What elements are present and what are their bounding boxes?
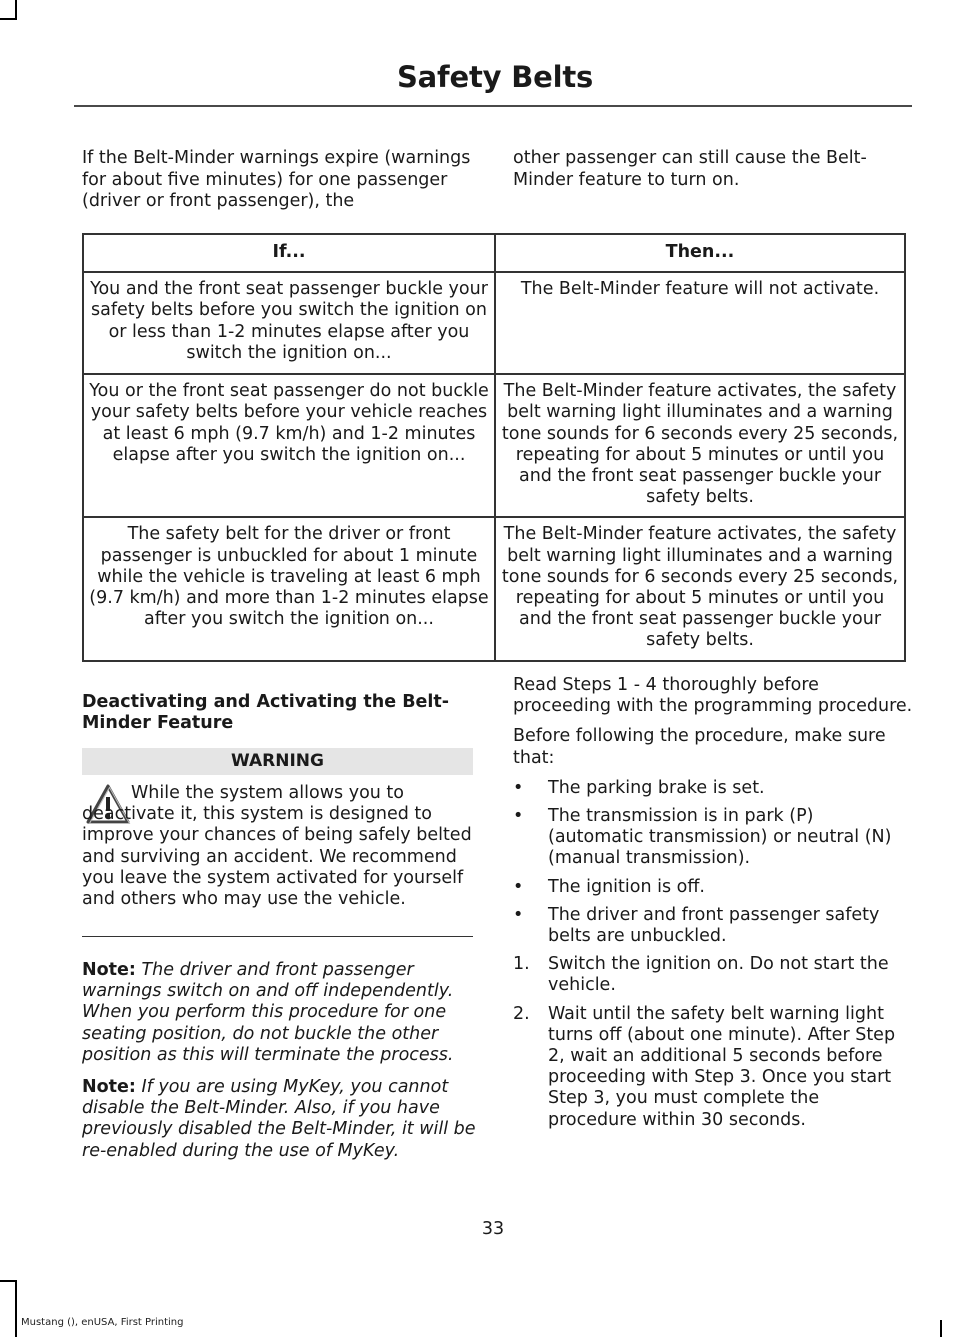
intro-text-right: other passenger can still cause the Belt-Minder feature to turn on. — [513, 148, 867, 190]
crop-mark — [0, 1280, 17, 1282]
list-item-text: The parking brake is set. — [548, 777, 765, 798]
table-cell-if: You and the front seat passenger buckle your safety belts before you switch the ignition on or less than 1-2 minutes elapse after you switch the ignition on... — [83, 272, 495, 374]
step-item — [513, 1004, 913, 1131]
section-heading: Deactivating and Activating the Belt-Minder Feature — [82, 692, 450, 733]
warning-label: WARNING — [82, 748, 473, 775]
table-row — [83, 272, 905, 374]
note-text: The driver and front passenger warnings switch on and off independently. When you perform this procedure for one seating position, do not buckle the other position as this will terminate the process. — [82, 960, 454, 1065]
table-header-if: If... — [83, 234, 495, 272]
intro-text-left: If the Belt-Minder warnings expire (warnings for about five minutes) for one passenger (driver or front passenger), the — [82, 148, 471, 211]
procedure — [513, 675, 913, 1138]
table-row — [83, 517, 905, 660]
step-item — [513, 954, 913, 996]
bullet-icon: • — [513, 904, 524, 925]
warning-divider — [82, 936, 473, 937]
list-item — [513, 806, 913, 870]
list-item — [513, 778, 913, 799]
procedure-intro: Read Steps 1 - 4 thoroughly before proceeding with the programming procedure. — [513, 675, 913, 717]
table-row — [83, 374, 905, 517]
table-cell-then: The Belt-Minder feature activates, the safety belt warning light illuminates and a warning tone sounds for 6 seconds every 25 seconds, repeating for about 5 minutes or until you and the front seat passenger buckle your safety belts. — [495, 517, 905, 660]
table-cell-if: You or the front seat passenger do not buckle your safety belts before your vehicle reaches at least 6 mph (9.7 km/h) and 1-2 minutes elapse after you switch the ignition on... — [83, 374, 495, 517]
note-text: If you are using MyKey, you cannot disable the Belt-Minder. Also, if you have previously disabled the Belt-Minder, it will be re-enabled during the use of MyKey. — [82, 1077, 476, 1161]
crop-mark — [15, 0, 17, 18]
table-header-then: Then... — [495, 234, 905, 272]
bullet-icon: • — [513, 777, 524, 798]
warning-text-body: While the system allows you to deactivate it, this system is designed to improve your chances of being safely belted and surviving an accident. We recommend you leave the system activated for yourself and others who may use the vehicle. — [82, 783, 472, 910]
note — [82, 1077, 477, 1162]
procedure-before: Before following the procedure, make sure that: — [513, 726, 886, 768]
title-divider — [74, 105, 912, 107]
list-item — [513, 877, 913, 898]
table-cell-if: The safety belt for the driver or front passenger is unbuckled for about 1 minute while the vehicle is traveling at least 6 mph (9.7 km/h) and more than 1-2 minutes elapse after you switch the ignition on... — [83, 517, 495, 660]
page-title: Safety Belts — [397, 60, 594, 94]
step-number: 2. — [513, 1003, 530, 1024]
note-label: Note: — [82, 1077, 136, 1097]
step-text: Switch the ignition on. Do not start the vehicle. — [548, 954, 889, 996]
list-item-text: The ignition is off. — [548, 876, 705, 897]
page-number: 33 — [481, 1219, 505, 1239]
crop-mark — [15, 1280, 17, 1337]
crop-mark — [940, 1320, 942, 1337]
step-number: 1. — [513, 954, 530, 975]
table-header-row — [83, 234, 905, 272]
footer-text: Mustang (), enUSA, First Printing — [21, 1317, 184, 1328]
bullet-icon: • — [513, 876, 524, 897]
list-item-text: The driver and front passenger safety belts are unbuckled. — [548, 904, 880, 947]
list-item-text: The transmission is in park (P) (automatic transmission) or neutral (N) (manual transmission). — [548, 806, 892, 869]
note-label: Note: — [82, 960, 136, 980]
step-text: Wait until the safety belt warning light turns off (about one minute). After Step 2, wait an additional 5 seconds before proceeding with Step 3. Once you start Step 3, you must complete the procedure within 30 seconds. — [548, 1003, 896, 1130]
belt-minder-table — [82, 233, 906, 662]
bullet-icon: • — [513, 806, 524, 827]
warning-text — [82, 783, 476, 910]
crop-mark — [0, 18, 17, 20]
list-item — [513, 905, 913, 947]
table-cell-then: The Belt-Minder feature will not activate. — [495, 272, 905, 374]
note — [82, 960, 477, 1066]
table-cell-then: The Belt-Minder feature activates, the safety belt warning light illuminates and a warning tone sounds for 6 seconds every 25 seconds, repeating for about 5 minutes or until you and the front seat passenger buckle your safety belts. — [495, 374, 905, 517]
